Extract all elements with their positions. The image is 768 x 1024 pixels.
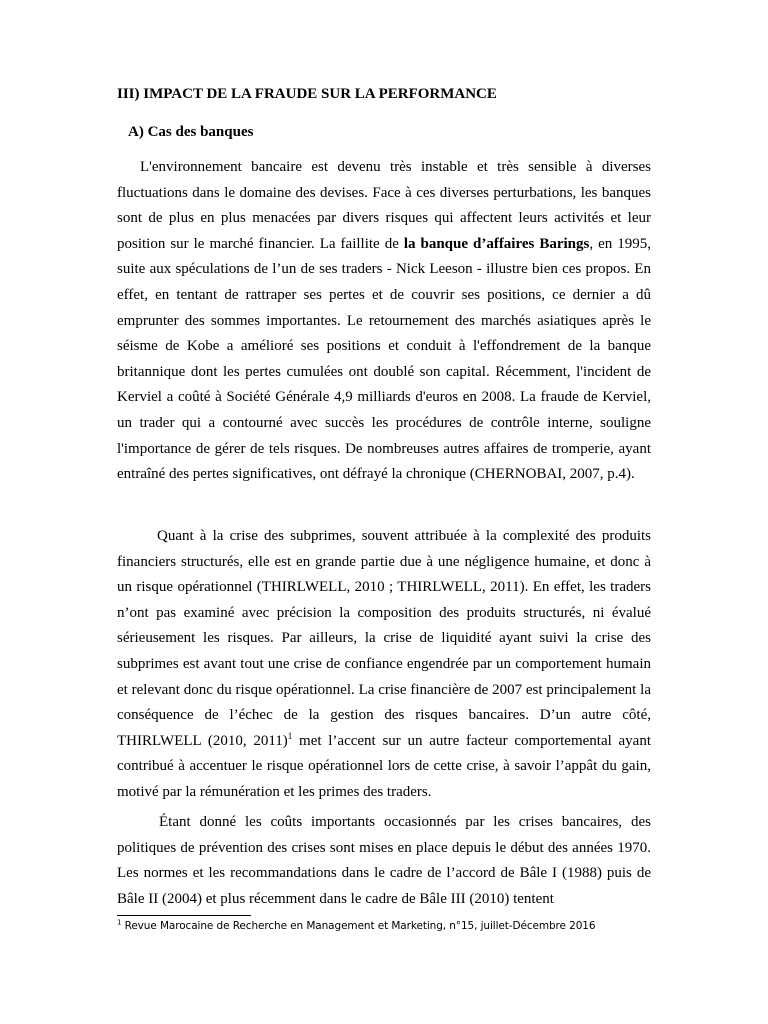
footnote-reference[interactable]: 1: [287, 730, 293, 741]
section-heading: III) IMPACT DE LA FRAUDE SUR LA PERFORMANCE: [117, 86, 497, 102]
footnote-separator: [117, 915, 251, 916]
barings-bold-text: la banque d’affaires Barings: [403, 235, 590, 252]
paragraph-3: Étant donné les coûts importants occasionnés par les crises bancaires, des politiques de prévention des crises sont mises en place depuis le début des années 1970. Les normes et les recommandations dans le cadre de l’accord de Bâle I (1988) puis de Bâle II (2004) et plus récemment dans le cadre de Bâle III (2010) tentent: [117, 814, 651, 907]
paragraph-1-text-end: , en 1995, suite aux spéculations de l’un de ses traders - Nick Leeson - illustre bien ces propos. En effet, en tentant de rattraper ses pertes et de couvrir ses positions, ce dernier a dû emprunter des sommes importantes. Le retournement des marchés asiatiques après le séisme de Kobe a amélioré ses positions et conduit à l'effondrement de la banque britannique dont les pertes cumulées ont doublé son capital. Récemment, l'incident de Kerviel a coûté à Société Générale 4,9 milliards d'euros en 2008. La fraude de Kerviel, un trader qui a contourné avec succès les procédures de contrôle interne, souligne l'importance de gérer de tels risques. De nombreuses autres affaires de tromperie, ayant entraîné des pertes significatives, ont défrayé la chronique (CHERNOBAI, 2007, p.4).: [117, 235, 651, 483]
footnote: [117, 920, 595, 932]
paragraph-2-text-end: met l’accent sur un autre facteur comportemental ayant contribué à accentuer le risque opérationnel lors de cette crise, à savoir l’appât du gain, motivé par la rémunération et les primes des traders.: [117, 732, 652, 800]
paragraph-1: [117, 155, 651, 488]
footnote-marker: 1: [117, 918, 122, 927]
paragraph-1-text-start: L'environnement bancaire est devenu très instable et très sensible à diverses fluctuations dans le domaine des devises. Face à ces diverses perturbations, les banques sont de plus en plus menacées par divers risques qui affectent leurs activités et leur position sur le marché financier. La faillite de: [117, 159, 651, 252]
paragraph-2: [117, 524, 651, 806]
subsection-heading: A) Cas des banques: [128, 124, 254, 140]
paragraph-2-text-start: Quant à la crise des subprimes, souvent attribuée à la complexité des produits financiers structurés, elle est en grande partie due à une négligence humaine, et donc à un risque opérationnel (THIRLWELL, 2010 ; THIRLWELL, 2011). En effet, les traders n’ont pas examiné avec précision la composition des produits structurés, ni évalué sérieusement les risques. Par ailleurs, la crise de liquidité ayant suivi la crise des subprimes est avant tout une crise de confiance engendrée par un comportement humain et relevant donc du risque opérationnel. La crise financière de 2007 est principalement la conséquence de l’échec de la gestion des risques bancaires. D’un autre côté, THIRLWELL (2010, 2011): [117, 528, 651, 749]
footnote-text: Revue Marocaine de Recherche en Management et Marketing, n°15, juillet-Décembre 2016: [121, 920, 596, 932]
